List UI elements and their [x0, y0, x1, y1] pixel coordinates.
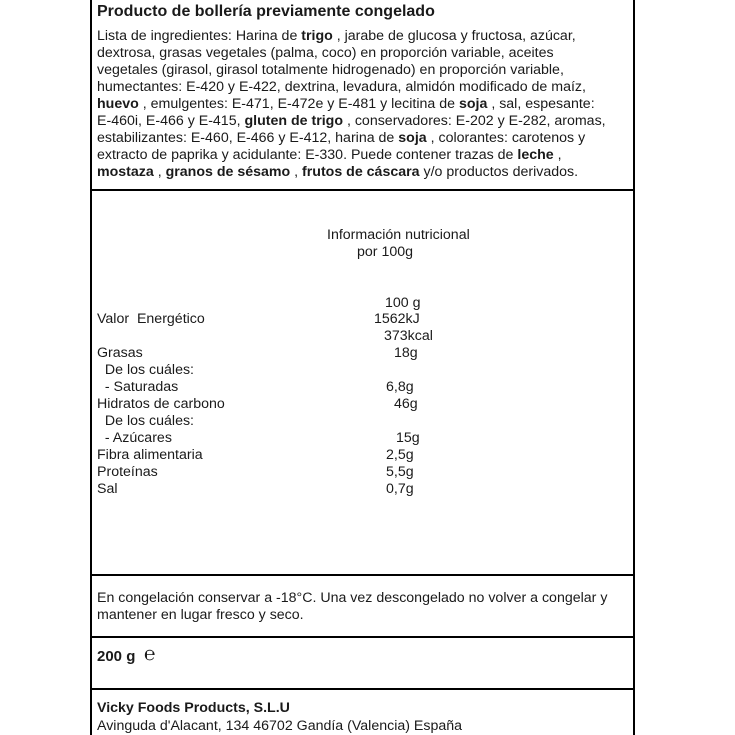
- ingredient-text: dextrosa, grasas vegetales (palma, coco) en proporción variable, aceites: [97, 45, 554, 61]
- ingredient-text: , sal, espesante:: [487, 96, 595, 112]
- ingredient-text: humectantes: E-420 y E-422, dextrina, levadura, almidón modificado de maíz,: [97, 79, 586, 95]
- ingredient-text: extracto de paprika y acidulante: E-330. Puede contener trazas de: [97, 147, 518, 163]
- storage-line: mantener en lugar fresco y seco.: [97, 607, 304, 623]
- divider: [90, 636, 635, 638]
- allergen-text: leche: [517, 147, 554, 163]
- ingredient-text: , emulgentes: E-471, E-472e y E-481 y lecitina de: [138, 96, 459, 112]
- divider: [90, 688, 635, 690]
- divider: [90, 574, 635, 576]
- storage-line: En congelación conservar a -18°C. Una vez descongelado no volver a congelar y: [97, 590, 608, 606]
- ingredients-line: [97, 45, 635, 62]
- ingredient-text: E-460i, E-466 y E-415,: [97, 113, 245, 129]
- nutrition-row-label: De los cuáles:: [97, 362, 194, 378]
- nutrition-subheading: por 100g: [357, 244, 414, 260]
- nutrition-row-value: 0,7g: [386, 481, 414, 497]
- allergen-text: granos de sésamo: [165, 164, 291, 180]
- ingredients-line: [97, 96, 635, 113]
- nutrition-row-label: Fibra alimentaria: [97, 447, 203, 463]
- nutrition-row-label: - Saturadas: [97, 379, 179, 395]
- ingredients-line: [97, 28, 635, 45]
- allergen-text: soja: [458, 96, 488, 112]
- nutrition-row-value: 373kcal: [384, 328, 433, 344]
- product-title: Producto de bollería previamente congelado: [97, 3, 435, 20]
- divider: [90, 189, 635, 191]
- company-address: Avinguda d'Alacant, 134 46702 Gandía (Valencia) España: [97, 718, 463, 734]
- nutrition-row-value: 5,5g: [386, 464, 414, 480]
- ingredient-text: ,: [553, 147, 562, 163]
- ingredients-line: [97, 130, 635, 147]
- nutrition-row-label: De los cuáles:: [97, 413, 194, 429]
- allergen-text: frutos de cáscara: [302, 164, 420, 180]
- allergen-text: mostaza: [97, 164, 154, 180]
- nutrition-row-value: 1562kJ: [374, 311, 420, 327]
- company-name: Vicky Foods Products, S.L.U: [97, 700, 290, 716]
- allergen-text: gluten de trigo: [244, 113, 344, 129]
- nutrition-row-label: - Azúcares: [97, 430, 172, 446]
- nutrition-row-label: Valor Energético: [97, 311, 205, 327]
- ingredients-line: [97, 79, 635, 96]
- nutrition-row-label: Proteínas: [97, 464, 158, 480]
- nutrition-row-label: Hidratos de carbono: [97, 396, 225, 412]
- ingredient-text: y/o productos derivados.: [419, 164, 579, 180]
- ingredients-list: [97, 28, 635, 181]
- nutrition-row-value: 46g: [394, 396, 418, 412]
- ingredient-text: , jarabe de glucosa y fructosa, azúcar,: [332, 28, 576, 44]
- allergen-text: soja: [398, 130, 427, 146]
- ingredients-line: [97, 113, 635, 130]
- ingredients-line: [97, 62, 635, 79]
- nutrition-row-label: Sal: [97, 481, 118, 497]
- allergen-text: huevo: [97, 96, 139, 112]
- ingredient-text: , colorantes: carotenos y: [426, 130, 586, 146]
- ingredient-text: , conservadores: E-202 y E-282, aromas,: [343, 113, 606, 129]
- ingredient-text: ,: [153, 164, 166, 180]
- nutrition-row-label: Grasas: [97, 345, 143, 361]
- nutrition-row-value: 6,8g: [386, 379, 414, 395]
- ingredient-text: estabilizantes: E-460, E-466 y E-412, harina de: [97, 130, 399, 146]
- nutrition-row-value: 18g: [394, 345, 418, 361]
- storage-instructions: [97, 590, 607, 624]
- ingredient-text: ,: [290, 164, 303, 180]
- ingredient-text: Lista de ingredientes: Harina de: [97, 28, 302, 44]
- ingredients-line: [97, 147, 635, 164]
- allergen-text: trigo: [301, 28, 333, 44]
- nutrition-row-value: 2,5g: [386, 447, 414, 463]
- ingredients-line: [97, 164, 635, 181]
- nutrition-heading: Información nutricional: [327, 227, 470, 243]
- ingredient-text: vegetales (girasol, girasol totalmente hidrogenado) en proporción variable,: [97, 62, 564, 78]
- net-weight: 200 g: [97, 648, 136, 665]
- estimated-sign-icon: ℮: [144, 644, 156, 665]
- nutrition-row-value: 15g: [396, 430, 420, 446]
- nutrition-column-header: 100 g: [385, 295, 421, 311]
